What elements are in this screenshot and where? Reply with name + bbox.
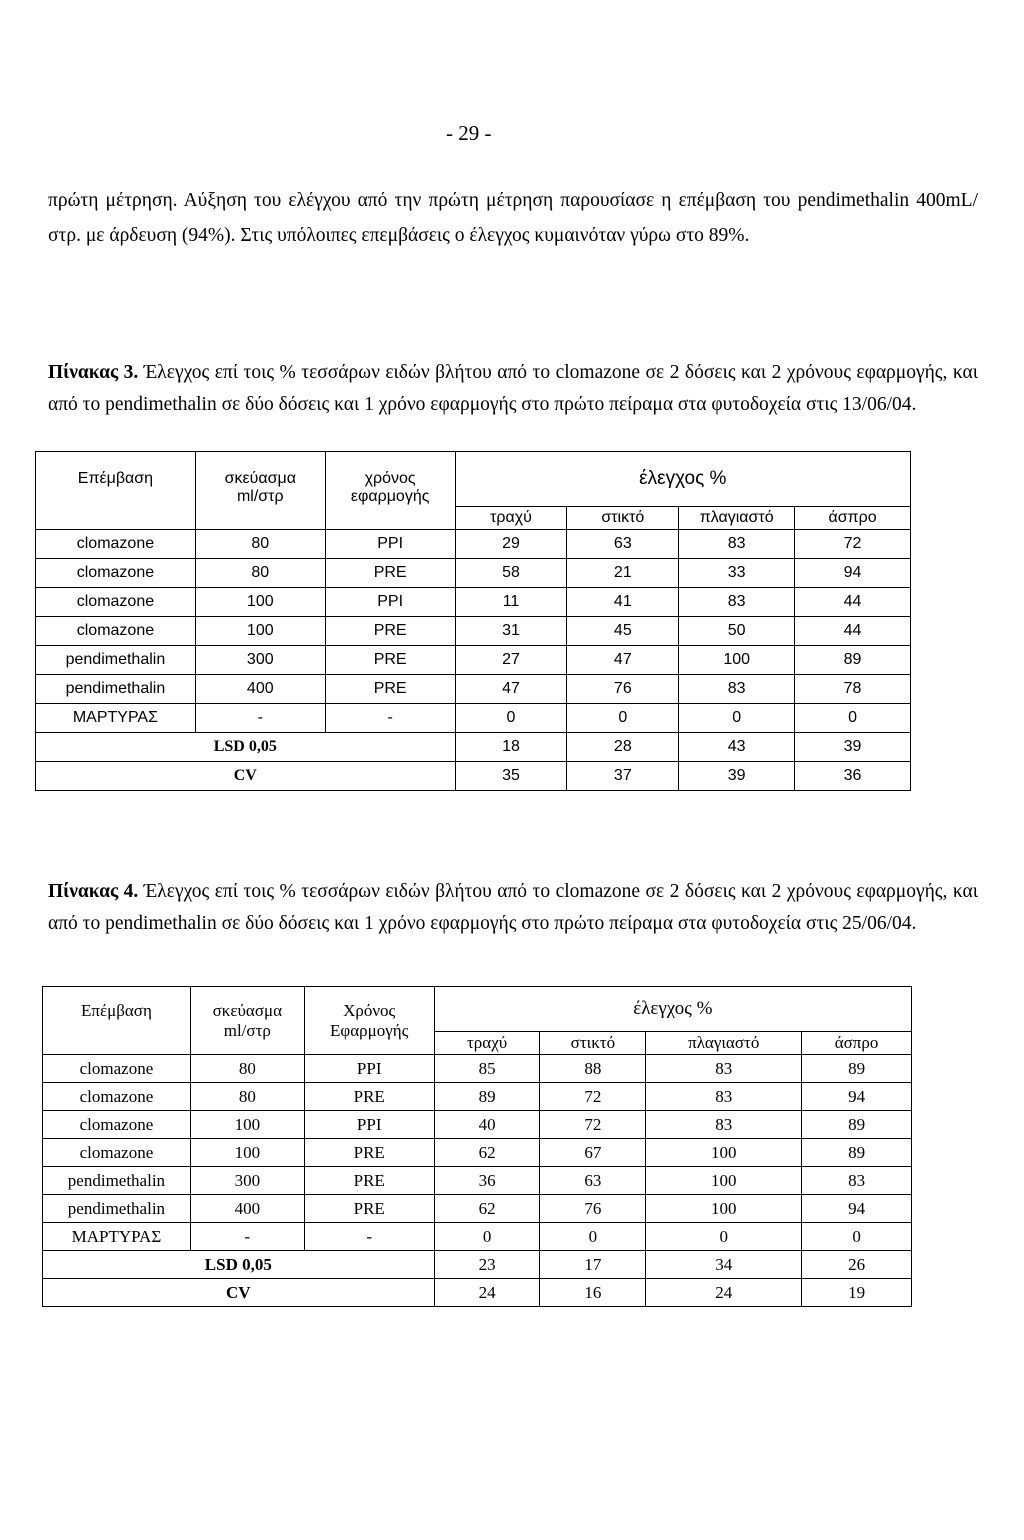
table-cell: 19 [802,1279,912,1307]
table-cell: 37 [567,762,679,791]
table-cell: pendimethalin [36,675,196,704]
table-cell: pendimethalin [43,1167,191,1195]
intro-paragraph: πρώτη μέτρηση. Αύξηση του ελέγχου από την πρώτη μέτρηση παρουσίασε η επέμβαση του pendimethalin 400mL/στρ. με άρδευση (94%). Στις υπόλοιπες επεμβάσεις ο έλεγχος κυμαινόταν γύρω στο 89%. [48,190,978,246]
table-cell: 83 [646,1055,802,1083]
table-cell: 89 [802,1139,912,1167]
species-header: πλαγιαστό [679,507,795,530]
table-row [36,617,911,646]
table-cell: - [190,1223,304,1251]
timing-header: χρόνος εφαρμογής [325,452,455,530]
table-cell: PRE [304,1083,434,1111]
table-cell: 100 [195,588,325,617]
table-cell: PPI [325,530,455,559]
table-cell: 72 [540,1111,646,1139]
table-cell: 80 [195,559,325,588]
table-cell: 39 [679,762,795,791]
stat-row [43,1251,912,1279]
species-header: στικτό [567,507,679,530]
table-row [36,559,911,588]
table-cell: 36 [795,762,911,791]
table-cell: 83 [802,1167,912,1195]
table-cell: 24 [646,1279,802,1307]
page-number: - 29 - [446,121,492,145]
table-cell: PRE [325,646,455,675]
table-cell: 72 [540,1083,646,1111]
species-header: άσπρο [802,1032,912,1055]
stat-label: CV [36,762,456,791]
table-cell: 41 [567,588,679,617]
table-cell: clomazone [43,1111,191,1139]
treatment-header: Επέμβαση [36,452,196,530]
table-cell: 44 [795,617,911,646]
table-cell: ΜΑΡΤΥΡΑΣ [36,704,196,733]
table-cell: 36 [434,1167,540,1195]
table-cell: pendimethalin [43,1195,191,1223]
table-cell: 89 [802,1111,912,1139]
table-cell: 100 [646,1167,802,1195]
table-cell: clomazone [43,1055,191,1083]
table3-caption [48,357,978,421]
table-cell: clomazone [36,559,196,588]
table-cell: 47 [567,646,679,675]
table-row [43,1111,912,1139]
stat-label: LSD 0,05 [43,1251,435,1279]
table-cell: 300 [195,646,325,675]
table-cell: 63 [567,530,679,559]
table-cell: clomazone [36,617,196,646]
table-cell: clomazone [43,1139,191,1167]
table-cell: 21 [567,559,679,588]
table-cell: 89 [795,646,911,675]
table-cell: 26 [802,1251,912,1279]
table-cell: 40 [434,1111,540,1139]
table-cell: 100 [190,1139,304,1167]
table-cell: 100 [190,1111,304,1139]
timing-header: Χρόνος Εφαρμογής [304,987,434,1055]
table3-header-row [36,452,911,507]
table4-caption-text: Έλεγχος επί τοις % τεσσάρων ειδών βλήτου από το clomazone σε 2 δόσεις και 2 χρόνους εφαρμογής, και από το pendimethalin σε δύο δόσεις και 1 χρόνο εφαρμογής στο πρώτο πείραμα στα φυτοδοχεία στις 25/06/04. [48,881,978,934]
species-header: τραχύ [434,1032,540,1055]
table-row [43,1167,912,1195]
table-cell: 24 [434,1279,540,1307]
table-cell: 16 [540,1279,646,1307]
table-cell: 94 [802,1195,912,1223]
table-row [43,1139,912,1167]
table-row [43,1195,912,1223]
stat-label: LSD 0,05 [36,733,456,762]
table-cell: clomazone [36,530,196,559]
table-cell: 0 [679,704,795,733]
table3 [35,451,911,791]
table-cell: 83 [646,1111,802,1139]
table-row [43,1223,912,1251]
formulation-header: σκεύασμα ml/στρ [190,987,304,1055]
table-cell: PPI [304,1055,434,1083]
table-row [36,530,911,559]
table-cell: 50 [679,617,795,646]
table-cell: 72 [795,530,911,559]
table-cell: PPI [325,588,455,617]
table-cell: - [325,704,455,733]
table-cell: 78 [795,675,911,704]
table-row [36,646,911,675]
table-cell: 300 [190,1167,304,1195]
table-cell: 58 [455,559,567,588]
table3-caption-text: Έλεγχος επί τοις % τεσσάρων ειδών βλήτου από το clomazone σε 2 δόσεις και 2 χρόνους εφαρμογής, και από το pendimethalin σε δύο δόσεις και 1 χρόνο εφαρμογής στο πρώτο πείραμα στα φυτοδοχεία στις 13/06/04. [48,362,978,415]
stat-row [43,1279,912,1307]
table-cell: 43 [679,733,795,762]
table-cell: PRE [325,617,455,646]
table4 [42,986,912,1307]
table-cell: 0 [795,704,911,733]
table-cell: PRE [304,1195,434,1223]
species-header: πλαγιαστό [646,1032,802,1055]
table-cell: 83 [679,530,795,559]
table-cell: PRE [325,675,455,704]
species-header: άσπρο [795,507,911,530]
table4-caption [48,876,978,940]
table-cell: 83 [679,588,795,617]
formulation-header: σκεύασμα ml/στρ [195,452,325,530]
table-cell: 400 [195,675,325,704]
table-cell: 23 [434,1251,540,1279]
table-cell: 89 [434,1083,540,1111]
table-cell: 0 [540,1223,646,1251]
table-cell: PRE [304,1167,434,1195]
table-cell: 80 [190,1083,304,1111]
table-cell: 29 [455,530,567,559]
table-cell: 62 [434,1139,540,1167]
table-cell: 11 [455,588,567,617]
table-cell: clomazone [43,1083,191,1111]
table3-caption-label: Πίνακας 3. [48,362,139,383]
table-cell: 0 [646,1223,802,1251]
table-cell: 100 [195,617,325,646]
table-cell: 100 [646,1195,802,1223]
table-cell: - [304,1223,434,1251]
table-cell: 45 [567,617,679,646]
table-cell: 94 [795,559,911,588]
table-cell: PPI [304,1111,434,1139]
table-cell: 88 [540,1055,646,1083]
table-cell: 100 [646,1139,802,1167]
table-cell: 400 [190,1195,304,1223]
table-cell: 0 [434,1223,540,1251]
stat-row [36,733,911,762]
table-row [36,588,911,617]
table-cell: 76 [567,675,679,704]
control-percent-header: έλεγχος % [455,452,910,507]
table-cell: 39 [795,733,911,762]
table-cell: 18 [455,733,567,762]
table-cell: 33 [679,559,795,588]
table-cell: 0 [455,704,567,733]
table-cell: 35 [455,762,567,791]
table-cell: 44 [795,588,911,617]
table-row [36,675,911,704]
table-cell: 28 [567,733,679,762]
treatment-header: Επέμβαση [43,987,191,1055]
table-cell: 80 [195,530,325,559]
table-cell: 83 [679,675,795,704]
species-header: τραχύ [455,507,567,530]
table4-caption-label: Πίνακας 4. [48,881,139,902]
table-cell: 27 [455,646,567,675]
stat-row [36,762,911,791]
table-cell: 67 [540,1139,646,1167]
stat-label: CV [43,1279,435,1307]
table-cell: 85 [434,1055,540,1083]
table-cell: 62 [434,1195,540,1223]
table-cell: ΜΑΡΤΥΡΑΣ [43,1223,191,1251]
table-cell: PRE [325,559,455,588]
table-cell: 100 [679,646,795,675]
table-row [43,1083,912,1111]
table-cell: 0 [567,704,679,733]
table-cell: 34 [646,1251,802,1279]
table-cell: pendimethalin [36,646,196,675]
table-cell: 17 [540,1251,646,1279]
table-cell: 94 [802,1083,912,1111]
table-row [36,704,911,733]
table-cell: 80 [190,1055,304,1083]
table-cell: PRE [304,1139,434,1167]
species-header: στικτό [540,1032,646,1055]
table-cell: 47 [455,675,567,704]
control-percent-header: έλεγχος % [434,987,911,1032]
table-cell: 63 [540,1167,646,1195]
table-cell: 76 [540,1195,646,1223]
table-cell: 83 [646,1083,802,1111]
table-row [43,1055,912,1083]
table-cell: 31 [455,617,567,646]
table-cell: clomazone [36,588,196,617]
table-cell: 89 [802,1055,912,1083]
table4-header-row [43,987,912,1032]
table-cell: 0 [802,1223,912,1251]
table-cell: - [195,704,325,733]
